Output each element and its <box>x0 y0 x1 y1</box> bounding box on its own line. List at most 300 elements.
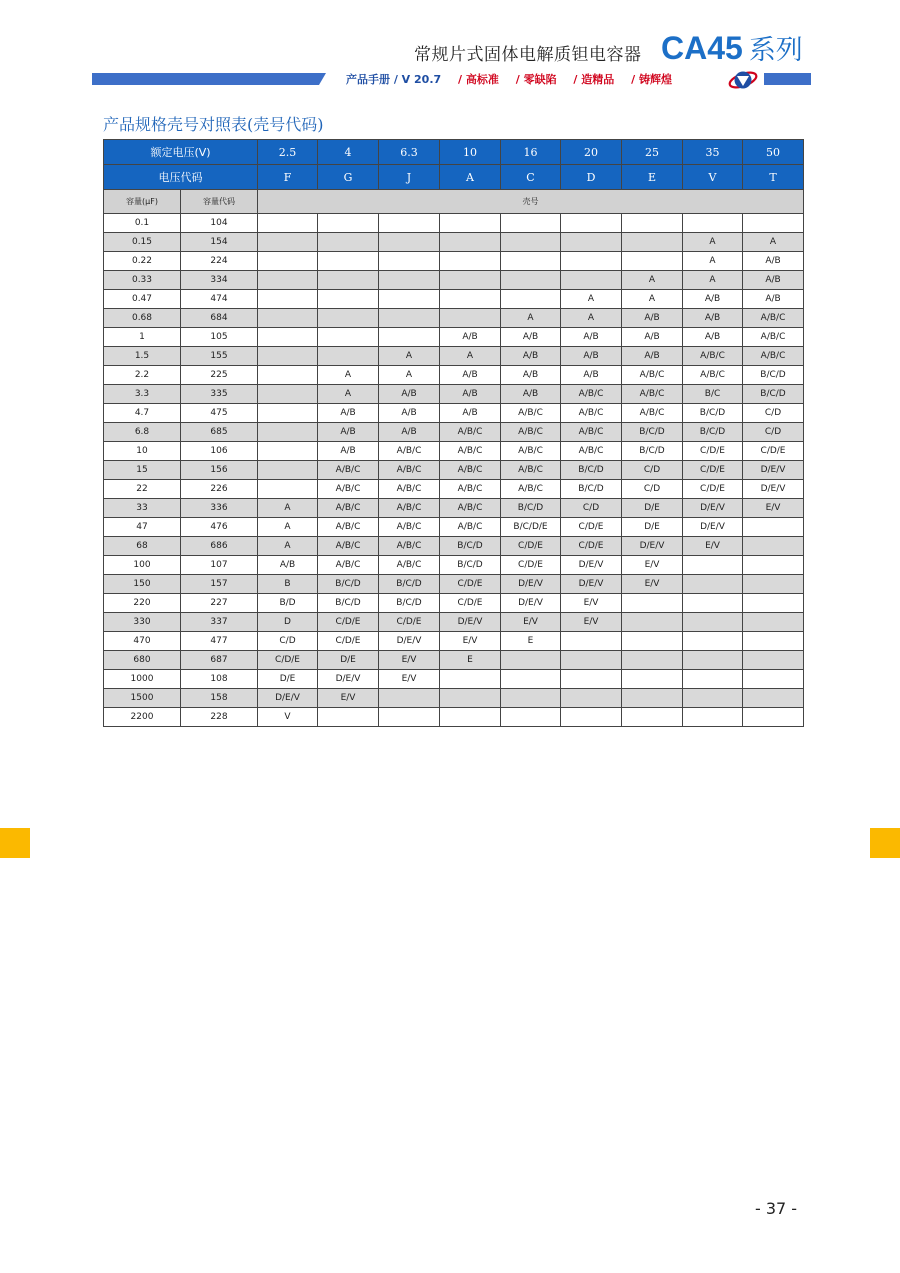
cap-code-cell: 227 <box>181 594 258 613</box>
case-cell: D/E <box>258 670 318 689</box>
case-cell <box>258 328 318 347</box>
capacitance-cell: 0.15 <box>104 233 181 252</box>
case-cell: D/E/V <box>258 689 318 708</box>
cap-code-cell: 334 <box>181 271 258 290</box>
capacitance-cell: 470 <box>104 632 181 651</box>
case-cell: B/C/D <box>683 404 743 423</box>
voltage-row <box>104 140 804 165</box>
left-side-tab <box>0 828 30 858</box>
manual-version: 产品手册 / V 20.7 <box>346 73 442 86</box>
case-cell <box>440 233 501 252</box>
case-cell: B/C/D <box>743 385 804 404</box>
case-cell <box>501 271 561 290</box>
case-cell <box>258 290 318 309</box>
case-cell: C/D <box>561 499 622 518</box>
tagline <box>346 71 672 87</box>
capacitance-cell: 33 <box>104 499 181 518</box>
case-cell <box>743 594 804 613</box>
case-cell: A/B/C <box>743 347 804 366</box>
case-cell: E <box>501 632 561 651</box>
case-cell: A/B/C <box>501 442 561 461</box>
case-cell: E/V <box>318 689 379 708</box>
case-cell <box>743 537 804 556</box>
case-cell <box>379 689 440 708</box>
case-cell <box>440 670 501 689</box>
case-cell <box>440 309 501 328</box>
case-cell: C/D/E <box>561 518 622 537</box>
cap-code-cell: 106 <box>181 442 258 461</box>
case-cell: A/B/C <box>561 385 622 404</box>
case-cell: A <box>622 271 683 290</box>
case-cell <box>622 670 683 689</box>
case-cell: E/V <box>561 613 622 632</box>
case-cell <box>743 214 804 233</box>
case-cell <box>561 214 622 233</box>
case-cell <box>318 252 379 271</box>
case-cell: D/E <box>318 651 379 670</box>
case-cell: E/V <box>743 499 804 518</box>
cap-code-cell: 336 <box>181 499 258 518</box>
case-cell <box>258 366 318 385</box>
cap-code-label: 容量代码 <box>181 190 258 214</box>
case-cell <box>501 708 561 727</box>
table-row <box>104 233 804 252</box>
capacitance-cell: 2.2 <box>104 366 181 385</box>
capacitance-cell: 47 <box>104 518 181 537</box>
case-cell <box>683 594 743 613</box>
table-row <box>104 385 804 404</box>
case-cell: D/E <box>622 518 683 537</box>
case-cell <box>561 271 622 290</box>
case-cell: B/C/D <box>561 461 622 480</box>
case-cell: A/B/C <box>440 423 501 442</box>
case-cell <box>379 290 440 309</box>
capacitance-cell: 0.33 <box>104 271 181 290</box>
case-cell <box>501 214 561 233</box>
case-cell: A/B <box>318 442 379 461</box>
case-cell <box>318 290 379 309</box>
case-cell: A/B/C <box>743 309 804 328</box>
case-cell <box>743 518 804 537</box>
case-cell <box>561 632 622 651</box>
case-cell <box>379 271 440 290</box>
capacitance-cell: 68 <box>104 537 181 556</box>
case-cell <box>683 556 743 575</box>
case-cell: A/B/C <box>440 499 501 518</box>
case-cell: C/D/E <box>683 442 743 461</box>
case-cell <box>440 708 501 727</box>
case-cell <box>561 233 622 252</box>
voltage-cell: 25 <box>622 140 683 165</box>
cap-code-cell: 154 <box>181 233 258 252</box>
case-cell <box>258 461 318 480</box>
slogan: / 高标准 <box>458 73 499 86</box>
case-cell <box>258 252 318 271</box>
case-cell: A/B <box>379 423 440 442</box>
case-cell: C/D/E <box>743 442 804 461</box>
case-cell: A/B/C <box>561 442 622 461</box>
cap-code-cell: 158 <box>181 689 258 708</box>
case-cell <box>622 708 683 727</box>
slogan: / 铸辉煌 <box>631 73 672 86</box>
table-row <box>104 537 804 556</box>
table-row <box>104 708 804 727</box>
case-cell: A/B/C <box>501 461 561 480</box>
voltage-code-cell: J <box>379 165 440 190</box>
voltage-code-cell: D <box>561 165 622 190</box>
case-cell: A <box>683 233 743 252</box>
case-cell: A <box>561 309 622 328</box>
case-cell: A/B <box>440 328 501 347</box>
voltage-cell: 50 <box>743 140 804 165</box>
case-cell <box>258 423 318 442</box>
cap-code-cell: 105 <box>181 328 258 347</box>
case-cell: C/D/E <box>683 480 743 499</box>
case-cell: D/E/V <box>379 632 440 651</box>
case-cell <box>683 575 743 594</box>
case-cell: A <box>318 385 379 404</box>
case-cell: A <box>258 518 318 537</box>
series-word: 系列 <box>748 35 803 66</box>
case-cell: A/B/C <box>622 404 683 423</box>
case-cell: C/D/E <box>258 651 318 670</box>
case-cell: A/B/C <box>501 423 561 442</box>
case-cell: A/B <box>258 556 318 575</box>
case-cell <box>440 290 501 309</box>
case-cell: E/V <box>440 632 501 651</box>
case-cell <box>318 328 379 347</box>
case-cell: A <box>743 233 804 252</box>
case-cell: A <box>440 347 501 366</box>
capacitance-cell: 2200 <box>104 708 181 727</box>
case-cell <box>683 651 743 670</box>
case-cell <box>318 233 379 252</box>
case-cell: A/B/C <box>683 366 743 385</box>
case-cell: A <box>683 252 743 271</box>
table-row <box>104 404 804 423</box>
case-cell: A/B/C <box>318 556 379 575</box>
case-cell <box>440 689 501 708</box>
case-cell: D/E/V <box>743 480 804 499</box>
case-cell: A/B/C <box>318 499 379 518</box>
cap-code-cell: 156 <box>181 461 258 480</box>
case-cell <box>258 442 318 461</box>
table-row <box>104 651 804 670</box>
case-cell: A/B <box>622 309 683 328</box>
case-cell: A/B/C <box>379 537 440 556</box>
cap-code-cell: 687 <box>181 651 258 670</box>
series-code: CA45 <box>661 30 743 66</box>
case-cell: D/E/V <box>743 461 804 480</box>
case-cell: A/B <box>561 328 622 347</box>
case-cell: A/B/C <box>379 499 440 518</box>
case-cell: A/B <box>318 423 379 442</box>
case-cell: D/E/V <box>318 670 379 689</box>
capacitance-cell: 0.1 <box>104 214 181 233</box>
cap-code-cell: 684 <box>181 309 258 328</box>
case-cell: C/D/E <box>318 613 379 632</box>
case-cell: A/B/C <box>440 461 501 480</box>
case-cell: A <box>258 537 318 556</box>
case-cell: A/B/C <box>683 347 743 366</box>
case-cell <box>258 214 318 233</box>
case-cell <box>743 651 804 670</box>
case-cell: D/E/V <box>622 537 683 556</box>
cap-code-cell: 108 <box>181 670 258 689</box>
subheader-row <box>104 190 804 214</box>
case-cell <box>258 347 318 366</box>
case-cell: B/C/D <box>622 442 683 461</box>
case-cell: A/B/C <box>440 518 501 537</box>
voltage-label: 额定电压(V) <box>104 140 258 165</box>
case-cell <box>379 252 440 271</box>
case-cell: B/C/D <box>318 575 379 594</box>
table-row <box>104 309 804 328</box>
table-row <box>104 575 804 594</box>
case-cell: C/D <box>622 461 683 480</box>
case-cell <box>561 670 622 689</box>
right-side-tab <box>870 828 900 858</box>
case-cell: A/B/C <box>318 537 379 556</box>
case-cell: B/C/D <box>440 556 501 575</box>
case-cell: A <box>379 366 440 385</box>
case-cell: B/C/D <box>743 366 804 385</box>
table-row <box>104 670 804 689</box>
voltage-code-label: 电压代码 <box>104 165 258 190</box>
table-row <box>104 252 804 271</box>
header-bar-right <box>764 73 811 85</box>
case-cell: B/C <box>683 385 743 404</box>
table-row <box>104 423 804 442</box>
capacitance-label: 容量(μF) <box>104 190 181 214</box>
table-row <box>104 461 804 480</box>
case-cell: C/D/E <box>561 537 622 556</box>
series-mark <box>661 28 803 67</box>
case-cell: A/B <box>622 328 683 347</box>
case-cell <box>743 632 804 651</box>
cap-code-cell: 155 <box>181 347 258 366</box>
case-cell: A/B <box>501 366 561 385</box>
table-row <box>104 442 804 461</box>
capacitance-cell: 0.47 <box>104 290 181 309</box>
case-cell: D/E/V <box>561 556 622 575</box>
case-cell <box>501 252 561 271</box>
table-row <box>104 499 804 518</box>
case-cell <box>622 689 683 708</box>
case-cell: E <box>440 651 501 670</box>
case-cell: A/B/C <box>622 366 683 385</box>
cap-code-cell: 107 <box>181 556 258 575</box>
capacitance-cell: 1 <box>104 328 181 347</box>
voltage-code-cell: F <box>258 165 318 190</box>
capacitance-cell: 100 <box>104 556 181 575</box>
case-cell <box>622 594 683 613</box>
case-cell: A/B/C <box>318 480 379 499</box>
case-cell: A/B/C <box>318 461 379 480</box>
case-cell <box>318 708 379 727</box>
case-cell: C/D <box>258 632 318 651</box>
cap-code-cell: 157 <box>181 575 258 594</box>
case-cell: A/B/C <box>379 480 440 499</box>
case-cell <box>379 328 440 347</box>
table-row <box>104 594 804 613</box>
case-cell <box>501 670 561 689</box>
case-cell <box>743 708 804 727</box>
case-cell: D <box>258 613 318 632</box>
voltage-cell: 16 <box>501 140 561 165</box>
capacitance-cell: 1.5 <box>104 347 181 366</box>
case-cell: A/B <box>501 385 561 404</box>
case-cell: E/V <box>501 613 561 632</box>
case-cell <box>561 252 622 271</box>
voltage-code-cell: G <box>318 165 379 190</box>
case-cell: A/B <box>622 347 683 366</box>
case-cell: B/D <box>258 594 318 613</box>
case-cell: E/V <box>561 594 622 613</box>
case-label: 壳号 <box>258 190 804 214</box>
case-cell: A <box>379 347 440 366</box>
case-cell <box>318 271 379 290</box>
case-cell: C/D <box>622 480 683 499</box>
case-cell: A/B <box>683 309 743 328</box>
case-cell: A/B <box>743 271 804 290</box>
case-cell: C/D <box>743 404 804 423</box>
case-code-table <box>103 139 804 727</box>
case-cell: A/B <box>501 328 561 347</box>
case-cell: A/B/C <box>440 480 501 499</box>
case-cell: B/C/D <box>683 423 743 442</box>
case-cell: A/B <box>743 290 804 309</box>
case-cell <box>622 214 683 233</box>
case-cell <box>258 404 318 423</box>
case-cell: B/C/D <box>379 594 440 613</box>
case-cell: D/E/V <box>561 575 622 594</box>
cap-code-cell: 104 <box>181 214 258 233</box>
case-cell: B/C/D <box>501 499 561 518</box>
voltage-code-cell: A <box>440 165 501 190</box>
case-cell: A/B <box>440 385 501 404</box>
case-cell: A/B/C <box>440 442 501 461</box>
case-cell: A/B/C <box>501 404 561 423</box>
case-cell: A/B/C <box>561 423 622 442</box>
cap-code-cell: 224 <box>181 252 258 271</box>
voltage-cell: 35 <box>683 140 743 165</box>
table-row <box>104 271 804 290</box>
case-cell: A/B <box>501 347 561 366</box>
case-cell <box>379 233 440 252</box>
case-cell: A <box>622 290 683 309</box>
case-cell: B/C/D <box>440 537 501 556</box>
case-cell <box>622 233 683 252</box>
case-cell: A/B/C <box>379 556 440 575</box>
case-cell: A/B <box>379 404 440 423</box>
case-cell: D/E/V <box>440 613 501 632</box>
case-cell: A/B/C <box>379 518 440 537</box>
case-cell <box>743 689 804 708</box>
cap-code-cell: 226 <box>181 480 258 499</box>
capacitance-cell: 15 <box>104 461 181 480</box>
case-cell <box>258 385 318 404</box>
case-cell: A <box>258 499 318 518</box>
case-cell <box>379 214 440 233</box>
header-bar-left <box>92 73 326 85</box>
table-row <box>104 689 804 708</box>
case-cell: A/B/C <box>379 461 440 480</box>
case-cell: D/E/V <box>501 575 561 594</box>
table-row <box>104 613 804 632</box>
case-cell: A/B <box>683 328 743 347</box>
table-row <box>104 328 804 347</box>
case-cell: A/B <box>683 290 743 309</box>
case-cell <box>501 233 561 252</box>
case-cell: A/B/C <box>379 442 440 461</box>
case-cell <box>258 309 318 328</box>
case-cell <box>501 651 561 670</box>
capacitance-cell: 680 <box>104 651 181 670</box>
voltage-cell: 6.3 <box>379 140 440 165</box>
case-cell: C/D/E <box>683 461 743 480</box>
document-title: 常规片式固体电解质钽电容器 <box>414 45 642 65</box>
cap-code-cell: 686 <box>181 537 258 556</box>
case-cell: A/B <box>440 404 501 423</box>
case-cell: E/V <box>622 575 683 594</box>
voltage-code-cell: C <box>501 165 561 190</box>
case-cell <box>622 632 683 651</box>
case-cell: C/D/E <box>501 556 561 575</box>
case-cell <box>743 670 804 689</box>
voltage-code-cell: V <box>683 165 743 190</box>
case-cell <box>501 290 561 309</box>
page-number: - 37 - <box>755 1199 798 1218</box>
case-cell <box>379 708 440 727</box>
slogan: / 造精品 <box>573 73 615 86</box>
case-cell <box>561 708 622 727</box>
case-cell <box>440 252 501 271</box>
capacitance-cell: 220 <box>104 594 181 613</box>
case-cell: A/B <box>561 366 622 385</box>
capacitance-cell: 4.7 <box>104 404 181 423</box>
case-cell: C/D/E <box>379 613 440 632</box>
case-cell: E/V <box>622 556 683 575</box>
voltage-cell: 20 <box>561 140 622 165</box>
case-cell: A/B/C <box>561 404 622 423</box>
case-cell: A/B <box>318 404 379 423</box>
cap-code-cell: 475 <box>181 404 258 423</box>
case-cell <box>622 252 683 271</box>
case-cell: A/B <box>743 252 804 271</box>
case-cell <box>622 613 683 632</box>
case-cell: V <box>258 708 318 727</box>
cap-code-cell: 474 <box>181 290 258 309</box>
case-cell <box>318 309 379 328</box>
case-cell: A/B/C <box>622 385 683 404</box>
case-cell <box>318 214 379 233</box>
case-cell <box>440 271 501 290</box>
capacitance-cell: 3.3 <box>104 385 181 404</box>
capacitance-cell: 0.68 <box>104 309 181 328</box>
cap-code-cell: 476 <box>181 518 258 537</box>
capacitance-cell: 150 <box>104 575 181 594</box>
case-cell <box>379 309 440 328</box>
table-row <box>104 290 804 309</box>
case-cell <box>683 708 743 727</box>
capacitance-cell: 330 <box>104 613 181 632</box>
case-cell: A <box>318 366 379 385</box>
case-cell: C/D/E <box>318 632 379 651</box>
case-cell: D/E/V <box>683 518 743 537</box>
cap-code-cell: 685 <box>181 423 258 442</box>
case-cell: E/V <box>379 670 440 689</box>
